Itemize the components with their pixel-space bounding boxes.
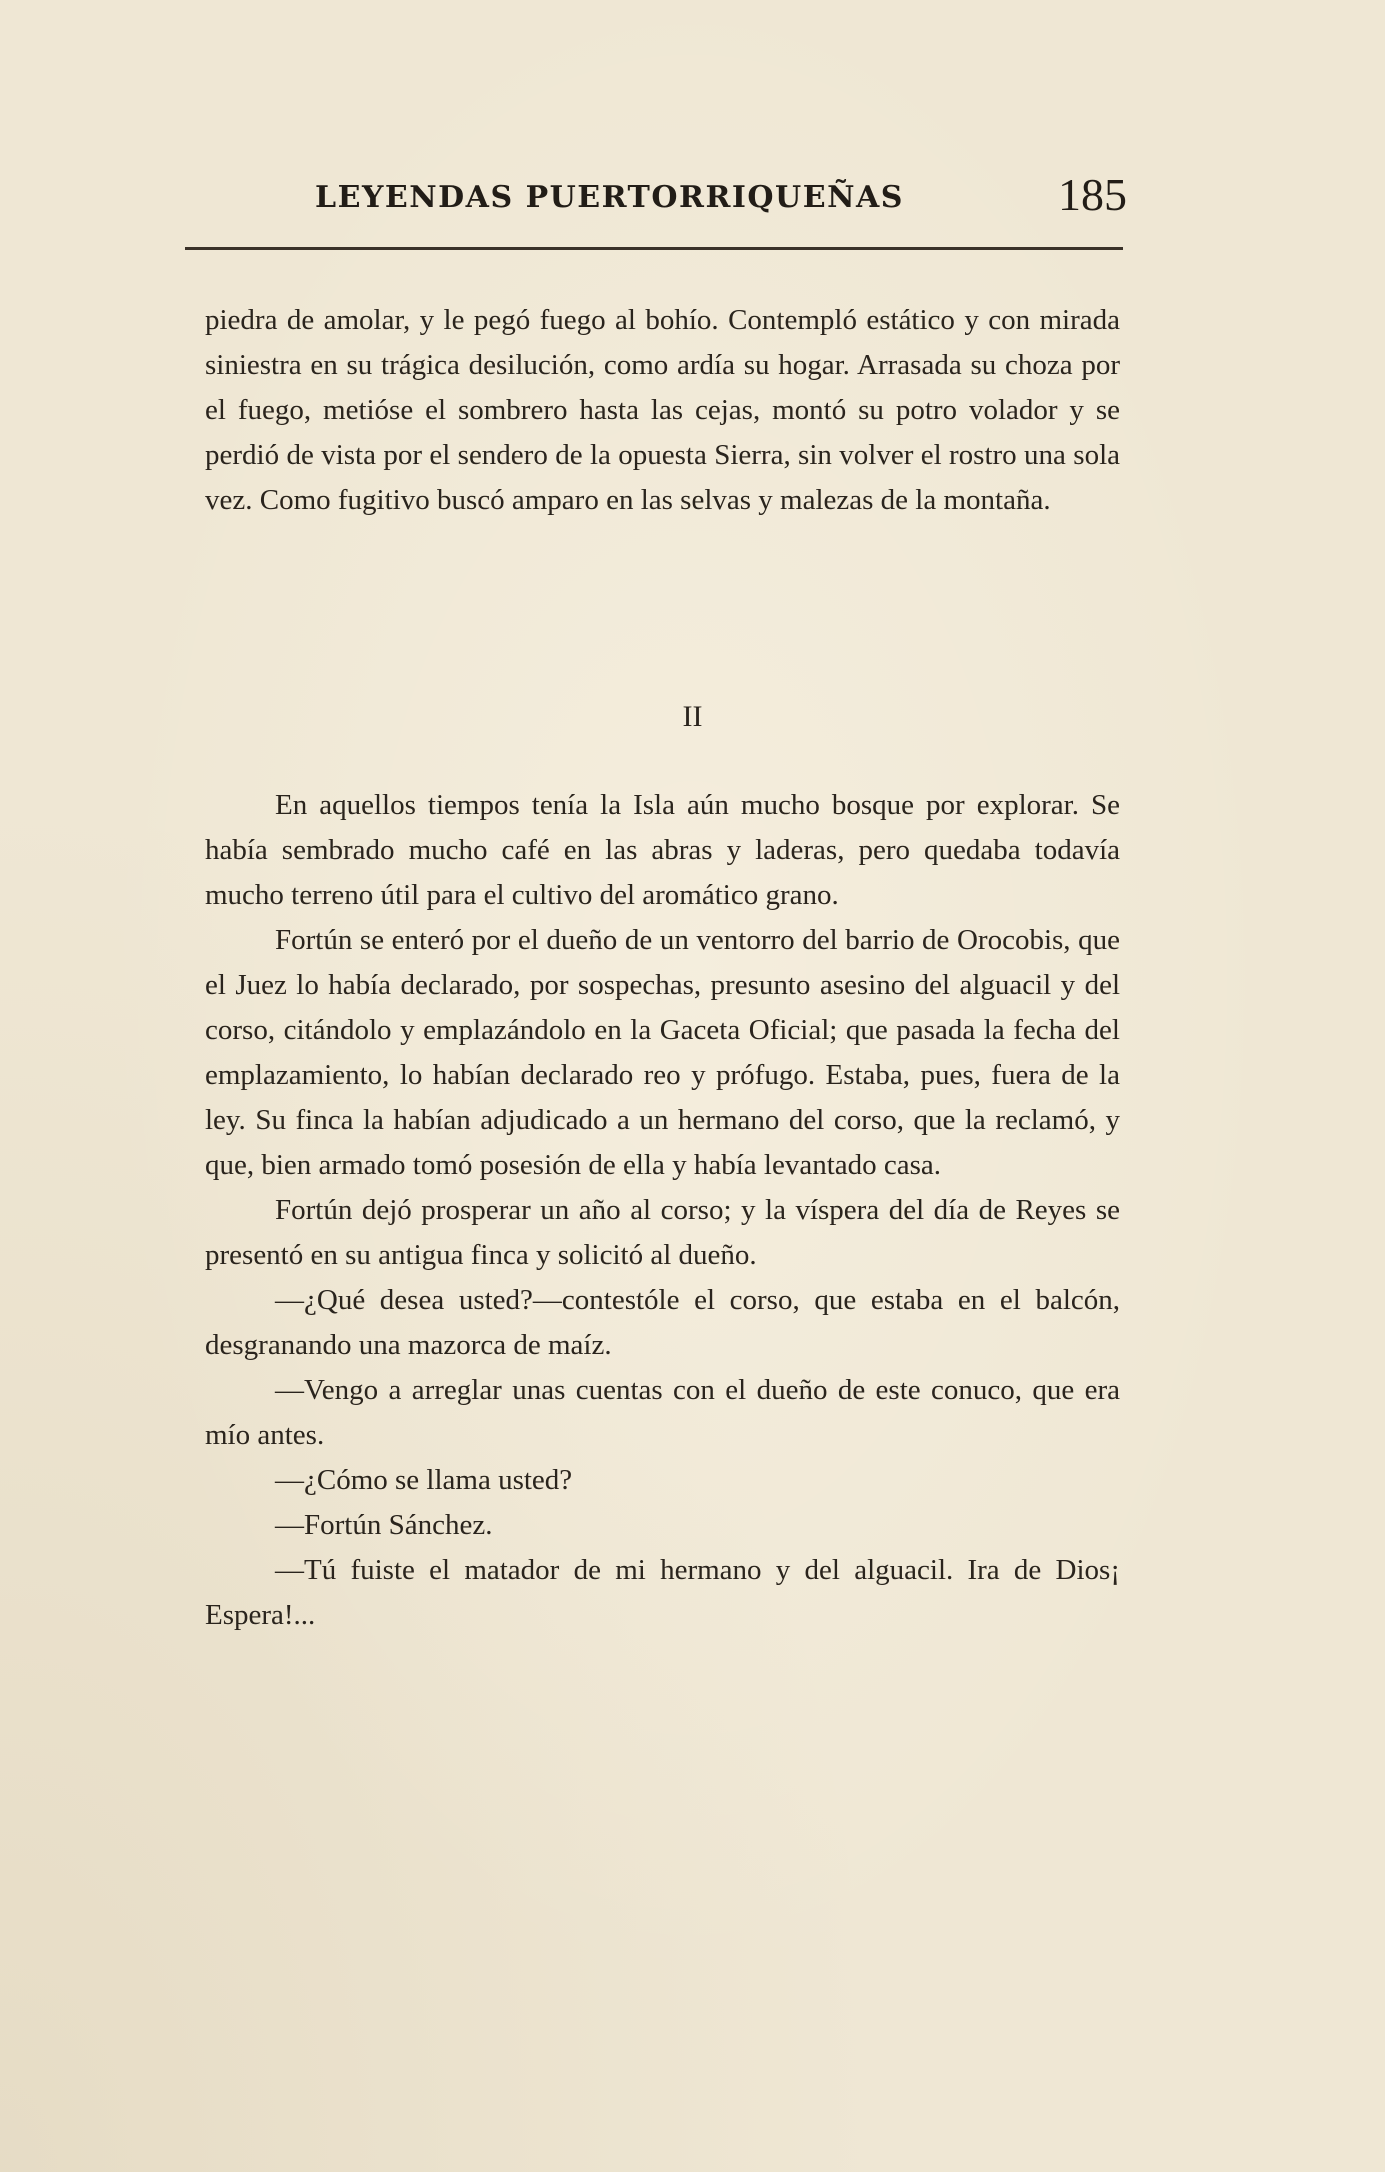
dialogue-line: —¿Cómo se llama usted?	[275, 1464, 573, 1496]
dialogue-line: —Tú fuiste el matador de mi hermano y del alguacil. Ira de Dios¡ Espera!...	[205, 1554, 1120, 1631]
paragraph: En aquellos tiempos tenía la Isla aún mucho bosque por explorar. Se había sembrado mucho café en las abras y laderas, pero quedaba todavía mucho terreno útil para el cultivo del aromático grano.	[205, 789, 1120, 911]
section-heading: II	[682, 700, 703, 733]
paragraph: Fortún se enteró por el dueño de un ventorro del barrio de Orocobis, que el Juez lo había declarado, por sospechas, presunto asesino del alguacil y del corso, citándolo y emplazándolo en la Gaceta Oficial; que pasada la fecha del emplazamiento, lo habían declarado reo y prófugo. Estaba, pues, fuera de la ley. Su finca la habían adjudicado a un hermano del corso, que la reclamó, y que, bien armado tomó posesión de ella y había levantado casa.	[205, 924, 1120, 1181]
running-head	[205, 168, 1127, 248]
dialogue-line: —Fortún Sánchez.	[275, 1509, 493, 1541]
paragraph: piedra de amolar, y le pegó fuego al bohío. Contempló estático y con mirada siniestra en su trágica desilución, como ardía su hogar. Arrasada su choza por el fuego, metióse el sombrero hasta las cejas, montó su potro volador y se perdió de vista por el sendero de la opuesta Sierra, sin volver el rostro una sola vez. Como fugitivo buscó amparo en las selvas y malezas de la montaña.	[205, 304, 1120, 516]
text-block-before	[205, 298, 1120, 523]
text-block-after	[205, 783, 1120, 1638]
dialogue-line: —Vengo a arreglar unas cuentas con el dueño de este conuco, que era mío antes.	[205, 1374, 1120, 1451]
page-number: 185	[1058, 169, 1127, 220]
paragraph: Fortún dejó prosperar un año al corso; y la víspera del día de Reyes se presentó en su antigua finca y solicitó al dueño.	[205, 1194, 1120, 1271]
running-title: LEYENDAS PUERTORRIQUEÑAS	[315, 180, 904, 215]
header-rule	[185, 247, 1123, 250]
dialogue-line: —¿Qué desea usted?—contestóle el corso, que estaba en el balcón, desgranando una mazorca de maíz.	[205, 1284, 1120, 1361]
